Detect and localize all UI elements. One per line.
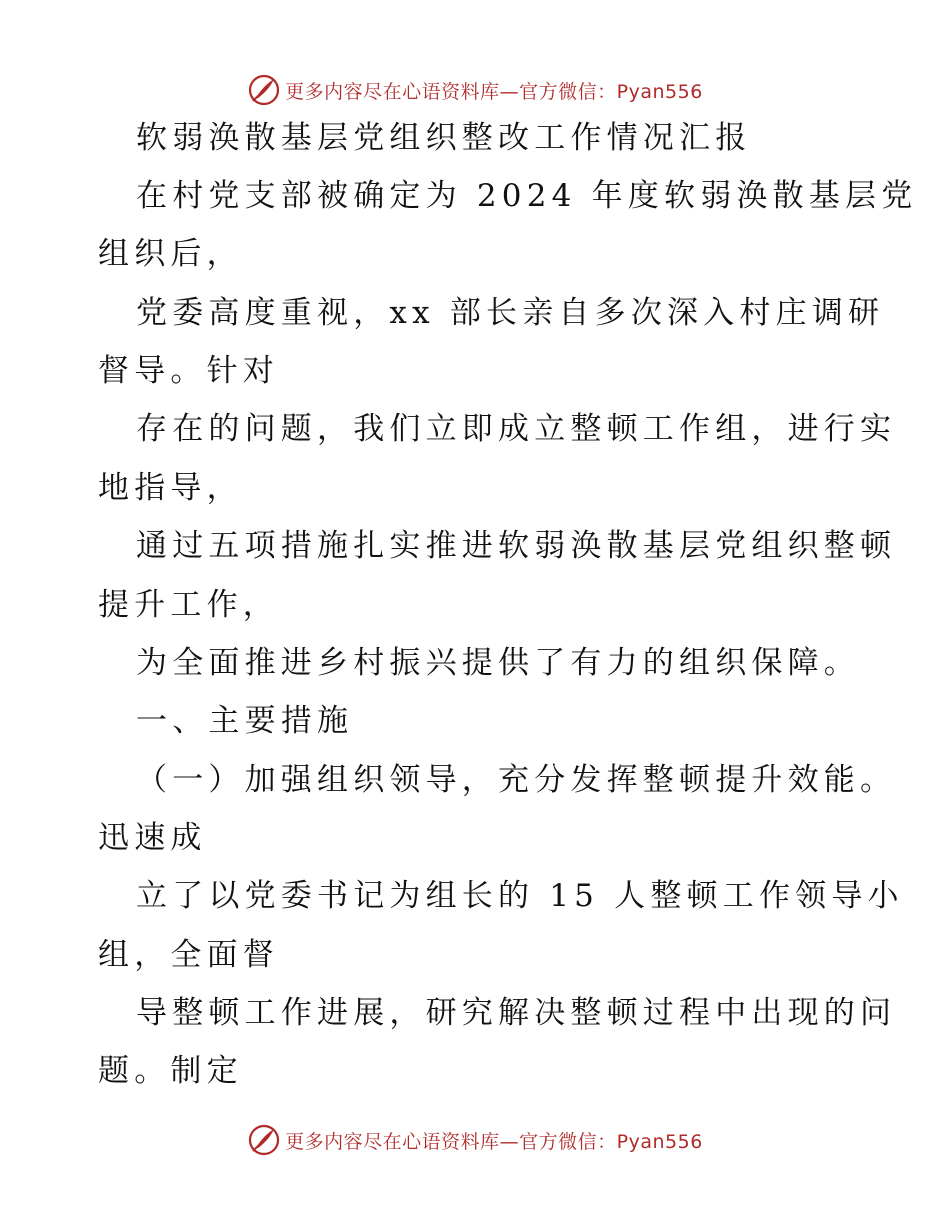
document-title: 软弱涣散基层党组织整改工作情况汇报: [136, 120, 752, 156]
paragraph-line: 立了以党委书记为组长的 15 人整顿工作领导小: [136, 878, 904, 914]
subsection-heading-line: （一）加强组织领导，充分发挥整顿提升效能。: [136, 762, 897, 798]
section-heading: 一、主要措施: [136, 703, 354, 739]
paragraph-line: 存在的问题，我们立即成立整顿工作组，进行实: [136, 411, 897, 447]
paragraph-line: 党委高度重视，xx 部长亲自多次深入村庄调研: [136, 295, 885, 331]
paragraph-line: 地指导，: [98, 470, 243, 506]
paragraph-line: 组，全面督: [98, 937, 279, 973]
paragraph-line: 督导。针对: [98, 353, 279, 389]
quill-pen-logo-icon: [247, 73, 281, 107]
paragraph-line: 在村党支部被确定为 2024 年度软弱涣散基层党: [136, 178, 918, 214]
watermark-text: 更多内容尽在心语资料库—官方微信：Pyan556: [285, 80, 703, 103]
paragraph-line: 导整顿工作进展，研究解决整顿过程中出现的问: [136, 995, 897, 1031]
header-watermark-banner: [0, 70, 950, 110]
paragraph-line: 提升工作，: [98, 587, 279, 623]
paragraph-line: 组织后，: [98, 236, 243, 272]
paragraph-line: 通过五项措施扎实推进软弱涣散基层党组织整顿: [136, 528, 897, 564]
footer-watermark-banner: [0, 1120, 950, 1160]
paragraph-line: 为全面推进乡村振兴提供了有力的组织保障。: [136, 645, 860, 681]
watermark-text: 更多内容尽在心语资料库—官方微信：Pyan556: [285, 1130, 703, 1153]
quill-pen-logo-icon: [247, 1123, 281, 1157]
paragraph-line: 迅速成: [98, 820, 207, 856]
paragraph-line: 题。制定: [98, 1053, 243, 1089]
